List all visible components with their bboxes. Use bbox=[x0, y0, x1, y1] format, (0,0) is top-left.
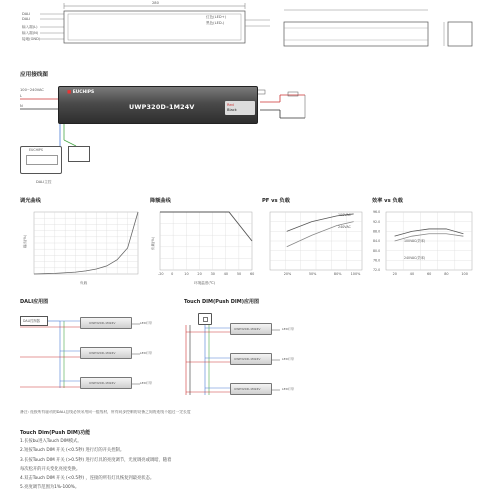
dali-master-screen bbox=[26, 155, 58, 165]
derating-xtick: 50 bbox=[236, 272, 242, 276]
pf-series-label-100vac: 100VAC bbox=[338, 213, 351, 217]
touch-load-3: LED灯带 bbox=[282, 387, 294, 391]
efficiency-ytick: 76.0 bbox=[373, 258, 381, 263]
efficiency-ytick: 72.0 bbox=[373, 268, 381, 273]
touch-dim-line-1: 1.长按bu进入Touch DIM模式。 bbox=[20, 439, 82, 444]
brand-logo-icon: ■ bbox=[67, 90, 72, 95]
ac-label-n: 输入端(N) bbox=[22, 31, 39, 35]
wiring-section-title: 应用接线图 bbox=[20, 72, 48, 78]
dali-master-brand: EUCHIPS bbox=[29, 148, 43, 152]
dali-load-3: LED灯带 bbox=[140, 381, 152, 385]
derating-xtick: 30 bbox=[210, 272, 215, 276]
efficiency-grid bbox=[386, 212, 472, 270]
pf-chart-title: PF vs 负载 bbox=[262, 198, 290, 204]
dali-app-master-label: DALI控制器 bbox=[23, 318, 40, 323]
touch-driver-3 bbox=[230, 383, 272, 395]
touch-dim-function-title: Touch Dim(Push DIM)功能 bbox=[20, 430, 91, 436]
touch-load-2: LED灯带 bbox=[282, 357, 294, 361]
touch-dim-line-3: 3.长按Touch DIM 开关 (>0.5秒) 进行灯具的亮度调节，光度调亮或调暗，随着 bbox=[20, 457, 172, 463]
dali-bus-box bbox=[68, 146, 90, 162]
efficiency-xtick: 80 bbox=[444, 272, 449, 276]
pf-xtick: 80% bbox=[333, 272, 342, 276]
output-label-red: 红色(LED+) bbox=[206, 15, 227, 19]
pf-series-label-240vac: 240VAC bbox=[338, 225, 351, 229]
derating-xtick: -20 bbox=[158, 272, 164, 276]
efficiency-ytick: 84.0 bbox=[373, 239, 381, 244]
efficiency-xticks bbox=[393, 272, 468, 276]
dimming-grid bbox=[34, 212, 138, 274]
efficiency-ytick: 96.0 bbox=[373, 210, 381, 215]
dali-load-2: LED灯带 bbox=[140, 351, 152, 355]
derating-curve bbox=[160, 212, 252, 241]
psu-model: UWP320D-1M24V bbox=[129, 103, 195, 111]
eff-series-label-100vac: 100VAC(效率) bbox=[404, 239, 426, 243]
output-label-black: 黑色(LED-) bbox=[206, 21, 225, 25]
derating-grid-frame bbox=[160, 212, 252, 270]
dali-driver-1-label: UWP320D-1M24V bbox=[89, 320, 116, 325]
touch-app-title: Touch DIM(Push DIM)应用图 bbox=[184, 299, 260, 305]
touch-load-1: LED灯带 bbox=[282, 327, 294, 331]
touch-driver-3-label: UWP320D-1M24V bbox=[234, 386, 261, 391]
application-note: 备注: 连接所有驱动的DALI总线必须采用同一组线材，所有同步控制的设备之间的连线不超过一定长度 bbox=[20, 410, 191, 414]
touch-driver-1-label: UWP320D-1M24V bbox=[234, 326, 261, 331]
efficiency-xtick: 60 bbox=[427, 272, 432, 276]
derating-xtick: 40 bbox=[223, 272, 229, 276]
touch-dim-line-4: 每次松开的开关变化亮度变换。 bbox=[20, 466, 81, 472]
dimming-ylabel: 输出(%) bbox=[23, 234, 27, 248]
dimming-chart-title: 调光曲线 bbox=[20, 198, 41, 204]
dali-master-device bbox=[20, 146, 62, 174]
psu-brand-text: EUCHIPS bbox=[72, 90, 95, 95]
efficiency-xtick: 100 bbox=[461, 272, 468, 276]
derating-xticks bbox=[158, 272, 254, 276]
dali-label-1: DALI bbox=[22, 12, 31, 16]
pf-chart bbox=[262, 206, 368, 286]
psu-out-black: Black bbox=[227, 108, 237, 112]
efficiency-ytick: 88.0 bbox=[373, 229, 381, 234]
pf-xtick: 100% bbox=[350, 272, 361, 276]
dali-driver-3-label: UWP320D-1M24V bbox=[89, 380, 116, 385]
touch-driver-2 bbox=[230, 353, 272, 365]
dali-bus-label: DALI主控 bbox=[36, 180, 52, 184]
eff-series-label-240vac: 240VAC(效率) bbox=[404, 256, 426, 260]
dali-driver-2 bbox=[80, 347, 132, 359]
touch-driver-1 bbox=[230, 323, 272, 335]
touch-driver-2-label: UWP320D-1M24V bbox=[234, 356, 261, 361]
power-supply-unit bbox=[58, 86, 258, 124]
derating-xtick: 20 bbox=[197, 272, 202, 276]
psu-out-red: Red bbox=[227, 102, 234, 107]
psu-brand bbox=[67, 90, 94, 95]
dali-driver-1 bbox=[80, 317, 132, 329]
wiring-input-n: N bbox=[20, 104, 23, 108]
dali-app-title: DALI应用图 bbox=[20, 299, 49, 305]
outline-drawing bbox=[40, 0, 275, 58]
efficiency-ytick: 80.0 bbox=[373, 248, 381, 253]
efficiency-chart-title: 效率 vs 负载 bbox=[372, 198, 403, 204]
dimension-label: 280 bbox=[152, 1, 159, 5]
derating-chart-title: 降额曲线 bbox=[150, 198, 171, 204]
touch-dim-function-list bbox=[20, 440, 480, 491]
dimming-xlabel: 负载 bbox=[80, 281, 88, 285]
dali-load-1: LED灯带 bbox=[140, 321, 152, 325]
derating-xtick: 10 bbox=[184, 272, 189, 276]
wiring-input-l: L bbox=[20, 94, 23, 98]
derating-chart bbox=[150, 206, 260, 286]
derating-xlabel: 环境温度(℃) bbox=[194, 281, 216, 285]
efficiency-xtick: 40 bbox=[409, 272, 415, 276]
derating-ylabel: 负载(%) bbox=[151, 236, 155, 250]
touch-dim-line-6: 5.亮度调节范围为1%-100%。 bbox=[20, 485, 80, 491]
wiring-input-label: 100~240VAC bbox=[20, 88, 44, 92]
derating-xtick: 0 bbox=[171, 272, 174, 276]
psu-output-panel bbox=[225, 101, 255, 115]
pf-xticks bbox=[284, 272, 361, 276]
efficiency-chart bbox=[372, 206, 478, 286]
product-outline-section bbox=[0, 0, 500, 60]
derating-xtick: 60 bbox=[250, 272, 255, 276]
ac-label-gnd: 接地(GND) bbox=[22, 37, 41, 41]
efficiency-ytick: 92.0 bbox=[373, 219, 381, 224]
efficiency-yticks bbox=[373, 210, 380, 272]
dali-driver-3 bbox=[80, 377, 132, 389]
pf-xtick: 20% bbox=[283, 272, 292, 276]
side-view-drawing bbox=[278, 6, 488, 52]
dali-driver-2-label: UWP320D-1M24V bbox=[89, 350, 116, 355]
pf-xtick: 50% bbox=[308, 272, 317, 276]
efficiency-xtick: 20 bbox=[392, 272, 397, 276]
derating-grid bbox=[160, 212, 252, 270]
ac-label-l: 输入端(L) bbox=[22, 25, 38, 29]
touch-dim-line-5: 4.双击Touch DIM 开关 (<0.5秒) ，连接的所有灯具恢复到最亮状态。 bbox=[20, 476, 155, 482]
touch-dim-line-2: 2.短按Touch DIM 开关 (<0.5秒) 进行灯的开关控制。 bbox=[20, 448, 125, 454]
dimming-chart bbox=[22, 206, 144, 286]
dali-label-2: DALI bbox=[22, 17, 31, 21]
